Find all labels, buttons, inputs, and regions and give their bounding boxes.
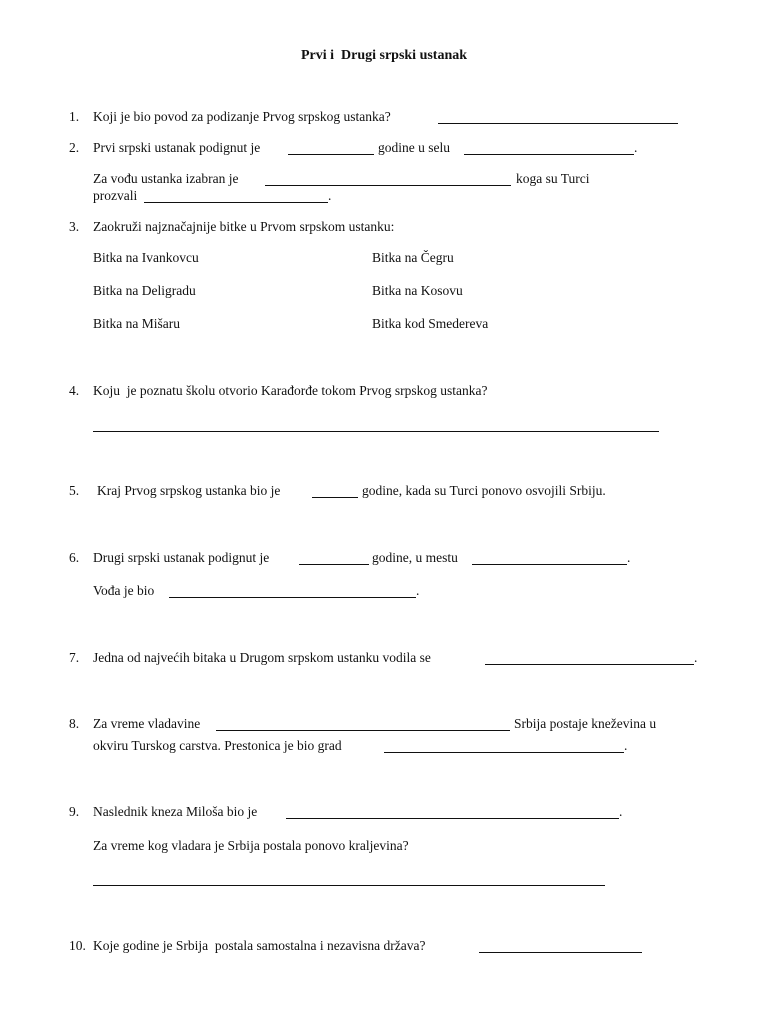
battle-option[interactable]: Bitka na Deligradu	[93, 283, 196, 298]
question-text: Prvi srpski ustanak podignut je	[93, 140, 261, 155]
question-number: 3.	[69, 219, 80, 234]
question-text: Zaokruži najznačajnije bitke u Prvom srpskom ustanku:	[93, 219, 395, 234]
question-text: Za vreme vladavine	[93, 716, 201, 731]
answer-line[interactable]	[472, 564, 627, 565]
battle-option[interactable]: Bitka na Čegru	[372, 250, 454, 265]
question-number: 4.	[69, 383, 80, 398]
punctuation: .	[619, 804, 623, 819]
question-number: 10.	[69, 938, 86, 953]
answer-line[interactable]	[286, 818, 619, 819]
answer-line[interactable]	[384, 752, 624, 753]
answer-line[interactable]	[312, 497, 358, 498]
answer-line[interactable]	[299, 564, 369, 565]
battle-option[interactable]: Bitka na Mišaru	[93, 316, 180, 331]
punctuation: .	[624, 738, 628, 753]
answer-line[interactable]	[288, 154, 374, 155]
answer-line[interactable]	[93, 885, 605, 886]
question-text: Koje godine je Srbija postala samostalna i nezavisna država?	[93, 938, 426, 953]
question-text: Naslednik kneza Miloša bio je	[93, 804, 258, 819]
answer-line[interactable]	[485, 664, 694, 665]
answer-line[interactable]	[144, 202, 328, 203]
question-text: Jedna od najvećih bitaka u Drugom srpskom ustanku vodila se	[93, 650, 431, 665]
question-number: 1.	[69, 109, 80, 124]
question-text: Za vreme kog vladara je Srbija postala ponovo kraljevina?	[93, 838, 409, 853]
question-text: godine, kada su Turci ponovo osvojili Srbiju.	[362, 483, 606, 498]
question-text: Koji je bio povod za podizanje Prvog srpskog ustanka?	[93, 109, 391, 124]
question-text: godine u selu	[378, 140, 450, 155]
question-text: Drugi srpski ustanak podignut je	[93, 550, 270, 565]
battle-option[interactable]: Bitka kod Smedereva	[372, 316, 489, 331]
battle-option[interactable]: Bitka na Ivankovcu	[93, 250, 199, 265]
question-text: Srbija postaje kneževina u	[514, 716, 657, 731]
question-number: 8.	[69, 716, 80, 731]
punctuation: .	[328, 188, 332, 203]
question-number: 7.	[69, 650, 80, 665]
question-text: godine, u mestu	[372, 550, 458, 565]
answer-line[interactable]	[93, 431, 659, 432]
punctuation: .	[694, 650, 698, 665]
question-text: koga su Turci	[516, 171, 590, 186]
answer-line[interactable]	[216, 730, 510, 731]
question-text: Koju je poznatu školu otvorio Karađorđe tokom Prvog srpskog ustanka?	[93, 383, 488, 398]
punctuation: .	[416, 583, 420, 598]
question-number: 9.	[69, 804, 80, 819]
question-text: Vođa je bio	[93, 583, 155, 598]
question-text: Za vođu ustanka izabran je	[93, 171, 239, 186]
answer-line[interactable]	[169, 597, 416, 598]
punctuation: .	[627, 550, 631, 565]
answer-line[interactable]	[438, 123, 678, 124]
question-number: 5.	[69, 483, 80, 498]
punctuation: .	[634, 140, 638, 155]
answer-line[interactable]	[479, 952, 642, 953]
battle-option[interactable]: Bitka na Kosovu	[372, 283, 463, 298]
question-text: okviru Turskog carstva. Prestonica je bio grad	[93, 738, 342, 753]
question-number: 6.	[69, 550, 80, 565]
page-title: Prvi i Drugi srpski ustanak	[300, 48, 468, 63]
question-number: 2.	[69, 140, 80, 155]
question-text: prozvali	[93, 188, 138, 203]
question-text: Kraj Prvog srpskog ustanka bio je	[97, 483, 281, 498]
answer-line[interactable]	[265, 185, 511, 186]
answer-line[interactable]	[464, 154, 634, 155]
